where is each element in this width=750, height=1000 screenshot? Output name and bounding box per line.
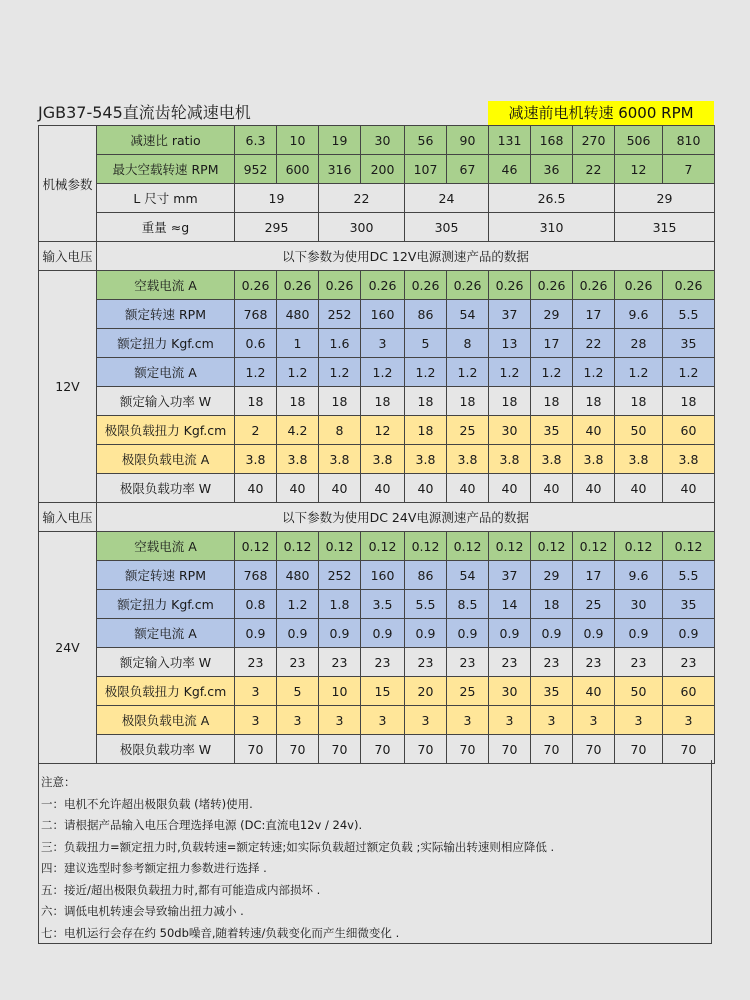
v12-stall-torque-value: 35 (531, 416, 573, 445)
v24-rated-current-label: 额定电流 A (97, 619, 235, 648)
v12-rated-speed-value: 252 (319, 300, 361, 329)
v24-stall-power-value: 70 (489, 735, 531, 764)
v24-stall-power-value: 70 (361, 735, 405, 764)
v12-noload-current-value: 0.26 (531, 271, 573, 300)
noload-speed-value: 36 (531, 155, 573, 184)
v24-rated-current-value: 0.9 (573, 619, 615, 648)
length-value: 22 (319, 184, 405, 213)
v12-stall-power-row (39, 474, 715, 503)
length-value: 29 (615, 184, 715, 213)
v24-stall-current-row (39, 706, 715, 735)
ratio-value: 131 (489, 126, 531, 155)
v12-rated-speed-row (39, 300, 715, 329)
v12-rated-speed-value: 9.6 (615, 300, 663, 329)
v24-rated-current-row (39, 619, 715, 648)
ratio-value: 810 (663, 126, 715, 155)
v24-rated-current-value: 0.9 (489, 619, 531, 648)
v24-rated-power-row (39, 648, 715, 677)
weight-label: 重量 ≈g (97, 213, 235, 242)
v24-stall-current-value: 3 (489, 706, 531, 735)
v24-noload-current-value: 0.12 (573, 532, 615, 561)
v24-rated-torque-value: 3.5 (361, 590, 405, 619)
v12-rated-power-value: 18 (573, 387, 615, 416)
v24-stall-torque-value: 20 (405, 677, 447, 706)
v24-stall-current-value: 3 (277, 706, 319, 735)
v12-rated-power-label: 额定输入功率 W (97, 387, 235, 416)
noload-speed-value: 952 (235, 155, 277, 184)
v24-rated-power-label: 额定输入功率 W (97, 648, 235, 677)
v24-rated-power-value: 23 (489, 648, 531, 677)
weight-value: 305 (405, 213, 489, 242)
v12-input-voltage-row (39, 242, 715, 271)
v24-rated-power-value: 23 (573, 648, 615, 677)
v12-rated-torque-value: 22 (573, 329, 615, 358)
v24-rated-speed-value: 768 (235, 561, 277, 590)
v12-stall-torque-row (39, 416, 715, 445)
v24-rated-torque-value: 1.8 (319, 590, 361, 619)
v24-noload-current-value: 0.12 (531, 532, 573, 561)
v12-rated-torque-row (39, 329, 715, 358)
v24-stall-current-value: 3 (235, 706, 277, 735)
v24-rated-speed-value: 37 (489, 561, 531, 590)
v12-noload-current-value: 0.26 (573, 271, 615, 300)
v24-stall-torque-value: 60 (663, 677, 715, 706)
v12-rated-power-value: 18 (235, 387, 277, 416)
ratio-value: 10 (277, 126, 319, 155)
v12-stall-current-row (39, 445, 715, 474)
ratio-value: 6.3 (235, 126, 277, 155)
v24-stall-torque-value: 10 (319, 677, 361, 706)
v12-rated-torque-value: 5 (405, 329, 447, 358)
v24-noload-current-value: 0.12 (277, 532, 319, 561)
length-label: L 尺寸 mm (97, 184, 235, 213)
v12-rated-current-row (39, 358, 715, 387)
ratio-label: 减速比 ratio (97, 126, 235, 155)
v12-stall-torque-value: 50 (615, 416, 663, 445)
v24-noload-current-value: 0.12 (489, 532, 531, 561)
v12-stall-current-value: 3.8 (663, 445, 715, 474)
v12-rated-power-row (39, 387, 715, 416)
v24-stall-torque-label: 极限负载扭力 Kgf.cm (97, 677, 235, 706)
v24-stall-current-value: 3 (663, 706, 715, 735)
note-line-4: 四：建议选型时参考额定扭力参数进行选择 . (41, 861, 267, 875)
v12-stall-power-value: 40 (319, 474, 361, 503)
v24-rated-torque-value: 18 (531, 590, 573, 619)
v24-rated-power-value: 23 (361, 648, 405, 677)
v12-rated-power-value: 18 (489, 387, 531, 416)
v12-noload-current-value: 0.26 (615, 271, 663, 300)
v12-rated-current-value: 1.2 (615, 358, 663, 387)
v12-stall-current-value: 3.8 (235, 445, 277, 474)
v12-stall-torque-value: 25 (447, 416, 489, 445)
v24-rated-current-value: 0.9 (277, 619, 319, 648)
v12-rated-current-value: 1.2 (489, 358, 531, 387)
v12-rated-current-label: 额定电流 A (97, 358, 235, 387)
v24-rated-current-value: 0.9 (235, 619, 277, 648)
v12-stall-current-value: 3.8 (615, 445, 663, 474)
v12-stall-current-value: 3.8 (489, 445, 531, 474)
v24-rated-torque-value: 1.2 (277, 590, 319, 619)
noload-speed-value: 46 (489, 155, 531, 184)
v12-stall-power-value: 40 (361, 474, 405, 503)
v24-stall-current-value: 3 (615, 706, 663, 735)
weight-row (39, 213, 715, 242)
v12-rated-speed-value: 37 (489, 300, 531, 329)
v12-rated-speed-value: 480 (277, 300, 319, 329)
v12-rated-current-value: 1.2 (361, 358, 405, 387)
v12-stall-current-value: 3.8 (277, 445, 319, 474)
mechanical-group-label: 机械参数 (39, 126, 97, 242)
v24-input-voltage-label: 输入电压 (39, 503, 97, 532)
v12-rated-current-value: 1.2 (319, 358, 361, 387)
length-value: 26.5 (489, 184, 615, 213)
v12-rated-current-value: 1.2 (573, 358, 615, 387)
v12-stall-power-value: 40 (235, 474, 277, 503)
v12-rated-torque-value: 3 (361, 329, 405, 358)
v12-rated-power-value: 18 (361, 387, 405, 416)
v24-rated-torque-value: 8.5 (447, 590, 489, 619)
v24-noload-current-value: 0.12 (235, 532, 277, 561)
v24-noload-current-value: 0.12 (361, 532, 405, 561)
v12-stall-power-value: 40 (447, 474, 489, 503)
v12-rated-speed-value: 5.5 (663, 300, 715, 329)
notes-title: 注意： (41, 775, 76, 789)
v24-noload-current-value: 0.12 (405, 532, 447, 561)
v24-rated-speed-value: 160 (361, 561, 405, 590)
v24-stall-torque-value: 35 (531, 677, 573, 706)
v24-rated-speed-value: 252 (319, 561, 361, 590)
v24-noload-current-value: 0.12 (319, 532, 361, 561)
ratio-value: 19 (319, 126, 361, 155)
v24-stall-current-value: 3 (447, 706, 489, 735)
v24-rated-torque-value: 30 (615, 590, 663, 619)
v12-stall-current-value: 3.8 (361, 445, 405, 474)
v24-stall-power-label: 极限负载功率 W (97, 735, 235, 764)
v12-stall-torque-value: 12 (361, 416, 405, 445)
v24-rated-torque-row (39, 590, 715, 619)
v24-rated-speed-label: 额定转速 RPM (97, 561, 235, 590)
v12-noload-current-value: 0.26 (235, 271, 277, 300)
v12-stall-torque-value: 2 (235, 416, 277, 445)
v24-rated-torque-value: 5.5 (405, 590, 447, 619)
v24-noload-current-value: 0.12 (663, 532, 715, 561)
v24-rated-torque-value: 0.8 (235, 590, 277, 619)
v12-stall-torque-value: 18 (405, 416, 447, 445)
v12-rated-torque-value: 8 (447, 329, 489, 358)
v12-rated-torque-value: 0.6 (235, 329, 277, 358)
ratio-value: 270 (573, 126, 615, 155)
spec-table (38, 125, 715, 764)
ratio-value: 56 (405, 126, 447, 155)
v12-rated-power-value: 18 (531, 387, 573, 416)
noload-speed-value: 12 (615, 155, 663, 184)
weight-value: 315 (615, 213, 715, 242)
v12-noload-current-value: 0.26 (277, 271, 319, 300)
v12-rated-speed-value: 160 (361, 300, 405, 329)
v12-stall-power-label: 极限负载功率 W (97, 474, 235, 503)
v24-rated-power-value: 23 (319, 648, 361, 677)
v12-rated-torque-value: 1.6 (319, 329, 361, 358)
ratio-value: 168 (531, 126, 573, 155)
v24-rated-torque-value: 14 (489, 590, 531, 619)
v24-stall-torque-value: 40 (573, 677, 615, 706)
v24-rated-speed-row (39, 561, 715, 590)
v24-rated-speed-value: 29 (531, 561, 573, 590)
notes-section (38, 760, 712, 944)
v12-rated-current-value: 1.2 (277, 358, 319, 387)
length-row (39, 184, 715, 213)
ratio-value: 30 (361, 126, 405, 155)
v24-stall-power-value: 70 (405, 735, 447, 764)
v24-noload-current-value: 0.12 (447, 532, 489, 561)
v24-stall-torque-value: 50 (615, 677, 663, 706)
v24-rated-speed-value: 86 (405, 561, 447, 590)
v12-stall-torque-value: 40 (573, 416, 615, 445)
v12-rated-speed-value: 86 (405, 300, 447, 329)
v24-stall-current-value: 3 (573, 706, 615, 735)
v24-stall-power-value: 70 (447, 735, 489, 764)
ratio-row (39, 126, 715, 155)
v12-stall-current-value: 3.8 (447, 445, 489, 474)
v24-rated-speed-value: 17 (573, 561, 615, 590)
length-value: 24 (405, 184, 489, 213)
v24-stall-current-value: 3 (361, 706, 405, 735)
v12-rated-torque-value: 13 (489, 329, 531, 358)
noload-speed-value: 67 (447, 155, 489, 184)
v24-rated-speed-value: 54 (447, 561, 489, 590)
v12-test-note: 以下参数为使用DC 12V电源测速产品的数据 (97, 242, 715, 271)
v24-rated-power-value: 23 (405, 648, 447, 677)
v12-rated-power-value: 18 (615, 387, 663, 416)
v24-rated-power-value: 23 (277, 648, 319, 677)
v12-noload-current-value: 0.26 (447, 271, 489, 300)
noload-speed-value: 600 (277, 155, 319, 184)
v24-stall-power-value: 70 (277, 735, 319, 764)
v12-rated-current-value: 1.2 (531, 358, 573, 387)
product-title: JGB37-545直流齿轮减速电机 (38, 103, 251, 122)
v12-stall-current-value: 3.8 (573, 445, 615, 474)
v12-rated-torque-label: 额定扭力 Kgf.cm (97, 329, 235, 358)
v24-stall-power-value: 70 (235, 735, 277, 764)
v12-rated-torque-value: 17 (531, 329, 573, 358)
v12-stall-power-value: 40 (405, 474, 447, 503)
v12-stall-torque-value: 30 (489, 416, 531, 445)
v12-stall-torque-value: 4.2 (277, 416, 319, 445)
v24-rated-power-value: 23 (447, 648, 489, 677)
v12-noload-current-value: 0.26 (663, 271, 715, 300)
v24-stall-power-value: 70 (615, 735, 663, 764)
v12-noload-current-label: 空载电流 A (97, 271, 235, 300)
weight-value: 300 (319, 213, 405, 242)
v12-stall-power-value: 40 (615, 474, 663, 503)
v12-rated-speed-value: 29 (531, 300, 573, 329)
v24-stall-current-value: 3 (531, 706, 573, 735)
v12-noload-current-row (39, 271, 715, 300)
note-line-2: 二：请根据产品输入电压合理选择电源 (DC:直流电12v / 24v). (41, 818, 363, 832)
v12-rated-current-value: 1.2 (447, 358, 489, 387)
length-value: 19 (235, 184, 319, 213)
v24-stall-power-value: 70 (531, 735, 573, 764)
v12-rated-speed-label: 额定转速 RPM (97, 300, 235, 329)
noload-speed-value: 22 (573, 155, 615, 184)
v24-rated-torque-label: 额定扭力 Kgf.cm (97, 590, 235, 619)
ratio-value: 90 (447, 126, 489, 155)
v24-rated-current-value: 0.9 (319, 619, 361, 648)
v24-rated-power-value: 23 (663, 648, 715, 677)
pre-reduction-speed-badge: 减速前电机转速 6000 RPM (488, 101, 714, 125)
v24-stall-power-value: 70 (573, 735, 615, 764)
v12-rated-speed-value: 768 (235, 300, 277, 329)
v12-rated-power-value: 18 (277, 387, 319, 416)
v24-rated-speed-value: 5.5 (663, 561, 715, 590)
v24-stall-current-value: 3 (319, 706, 361, 735)
v12-stall-power-value: 40 (531, 474, 573, 503)
note-line-1: 一：电机不允许超出极限负载 (堵转)使用. (41, 796, 253, 811)
note-line-6: 六：调低电机转速会导致输出扭力减小 . (41, 904, 244, 918)
v12-rated-torque-value: 28 (615, 329, 663, 358)
noload-speed-value: 7 (663, 155, 715, 184)
noload-speed-row (39, 155, 715, 184)
v24-noload-current-label: 空载电流 A (97, 532, 235, 561)
v24-rated-current-value: 0.9 (447, 619, 489, 648)
v24-rated-power-value: 23 (235, 648, 277, 677)
ratio-value: 506 (615, 126, 663, 155)
v12-stall-current-label: 极限负载电流 A (97, 445, 235, 474)
v24-test-note: 以下参数为使用DC 24V电源测速产品的数据 (97, 503, 715, 532)
v12-rated-power-value: 18 (405, 387, 447, 416)
v24-rated-current-value: 0.9 (615, 619, 663, 648)
v12-noload-current-value: 0.26 (319, 271, 361, 300)
v12-noload-current-value: 0.26 (361, 271, 405, 300)
v12-rated-power-value: 18 (319, 387, 361, 416)
v24-stall-torque-value: 15 (361, 677, 405, 706)
v12-stall-power-value: 40 (489, 474, 531, 503)
noload-speed-value: 316 (319, 155, 361, 184)
v24-rated-power-value: 23 (615, 648, 663, 677)
v24-stall-torque-value: 30 (489, 677, 531, 706)
v12-rated-power-value: 18 (663, 387, 715, 416)
v24-rated-torque-value: 25 (573, 590, 615, 619)
v12-rated-power-value: 18 (447, 387, 489, 416)
v12-stall-current-value: 3.8 (319, 445, 361, 474)
weight-value: 310 (489, 213, 615, 242)
v24-stall-current-label: 极限负载电流 A (97, 706, 235, 735)
v24-noload-current-value: 0.12 (615, 532, 663, 561)
note-line-3: 三：负载扭力=额定扭力时,负载转速=额定转速;如实际负载超过额定负载 ;实际输出转速则相应降低 . (41, 839, 555, 854)
v12-rated-torque-value: 1 (277, 329, 319, 358)
v12-input-voltage-label: 输入电压 (39, 242, 97, 271)
v12-rated-current-value: 1.2 (663, 358, 715, 387)
note-line-7: 七：电机运行会存在约 50db噪音,随着转速/负载变化而产生细微变化 . (41, 925, 400, 940)
note-line-5: 五：接近/超出极限负载扭力时,都有可能造成内部损坏 . (41, 882, 321, 897)
v24-rated-speed-value: 9.6 (615, 561, 663, 590)
v24-rated-current-value: 0.9 (531, 619, 573, 648)
v12-voltage-label: 12V (39, 271, 97, 503)
noload-speed-label: 最大空载转速 RPM (97, 155, 235, 184)
v12-stall-torque-value: 8 (319, 416, 361, 445)
v12-rated-speed-value: 17 (573, 300, 615, 329)
v24-rated-current-value: 0.9 (405, 619, 447, 648)
v24-stall-power-value: 70 (663, 735, 715, 764)
v12-noload-current-value: 0.26 (489, 271, 531, 300)
v12-rated-current-value: 1.2 (405, 358, 447, 387)
noload-speed-value: 107 (405, 155, 447, 184)
v24-stall-torque-row (39, 677, 715, 706)
v24-noload-current-row (39, 532, 715, 561)
v24-rated-power-value: 23 (531, 648, 573, 677)
v24-stall-torque-value: 3 (235, 677, 277, 706)
v12-stall-power-value: 40 (663, 474, 715, 503)
v12-rated-current-value: 1.2 (235, 358, 277, 387)
v24-rated-speed-value: 480 (277, 561, 319, 590)
v24-stall-torque-value: 5 (277, 677, 319, 706)
v12-noload-current-value: 0.26 (405, 271, 447, 300)
v12-stall-current-value: 3.8 (405, 445, 447, 474)
v12-stall-torque-value: 60 (663, 416, 715, 445)
v24-input-voltage-row (39, 503, 715, 532)
v24-stall-current-value: 3 (405, 706, 447, 735)
v24-stall-power-value: 70 (319, 735, 361, 764)
v12-stall-current-value: 3.8 (531, 445, 573, 474)
v24-stall-torque-value: 25 (447, 677, 489, 706)
v12-rated-torque-value: 35 (663, 329, 715, 358)
v24-voltage-label: 24V (39, 532, 97, 764)
v12-stall-torque-label: 极限负载扭力 Kgf.cm (97, 416, 235, 445)
v12-stall-power-value: 40 (573, 474, 615, 503)
weight-value: 295 (235, 213, 319, 242)
v24-rated-torque-value: 35 (663, 590, 715, 619)
noload-speed-value: 200 (361, 155, 405, 184)
v24-rated-current-value: 0.9 (663, 619, 715, 648)
v24-rated-current-value: 0.9 (361, 619, 405, 648)
v12-rated-speed-value: 54 (447, 300, 489, 329)
v12-stall-power-value: 40 (277, 474, 319, 503)
